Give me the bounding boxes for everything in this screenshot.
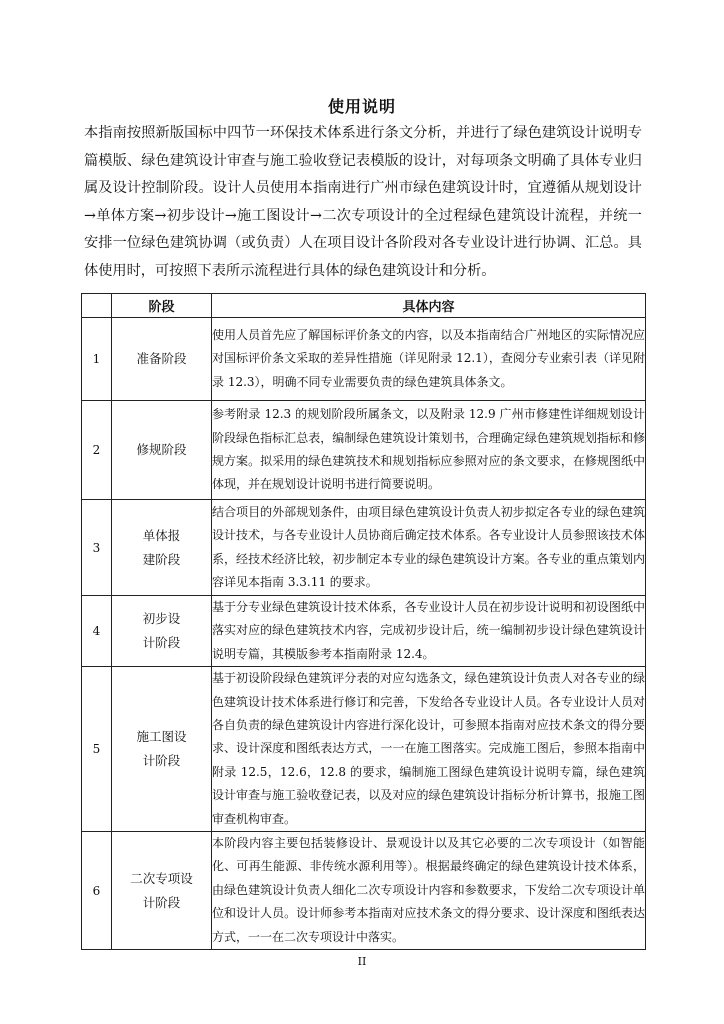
table-row: [82, 318, 646, 401]
row-stage: 修规阶段: [112, 401, 212, 500]
row-content: 使用人员首先应了解国标评价条文的内容，以及本指南结合广州地区的实际情况应对国标评价条文采取的差异性措施（详见附录 12.1），查阅分专业索引表（详见附录 12.3），明确不同专业需要负责的绿色建筑具体条文。: [212, 318, 646, 401]
row-content: 参考附录 12.3 的规划阶段所属条文，以及附录 12.9 广州市修建性详细规划设计阶段绿色指标汇总表，编制绿色建筑设计策划书，合理确定绿色建筑规划指标和修规方案。拟采用的绿色建筑技术和规划指标应参照对应的条文要求，在修规图纸中体现，并在规划设计说明书进行简要说明。: [212, 401, 646, 500]
row-content: 基于初设阶段绿色建筑评分表的对应勾选条文，绿色建筑设计负责人对各专业的绿色建筑设计技术体系进行修订和完善，下发给各专业设计人员。各专业设计人员对各自负责的绿色建筑设计内容进行深化设计，可参照本指南对应技术条文的得分要求、设计深度和图纸表达方式，一一在施工图落实。完成施工图后，参照本指南中附录 12.5，12.6，12.8 的要求，编制施工图绿色建筑设计说明专篇，绿色建筑设计审查与施工验收登记表，以及对应的绿色建筑设计指标分析计算书，报施工图审查机构审查。: [212, 667, 646, 832]
page-number: II: [357, 955, 367, 968]
row-number: 1: [82, 318, 112, 401]
row-content: 基于分专业绿色建筑设计技术体系，各专业设计人员在初步设计说明和初设图纸中落实对应的绿色建筑技术内容，完成初步设计后，统一编制初步设计绿色建筑设计说明专篇，其模版参考本指南附录 12.4。: [212, 596, 646, 667]
table-row: [82, 832, 646, 950]
page-title: 使用说明: [327, 97, 396, 116]
table-row: [82, 596, 646, 667]
row-number: 4: [82, 596, 112, 667]
row-content: 本阶段内容主要包括装修设计、景观设计以及其它必要的二次专项设计（如智能化、可再生能源、非传统水源利用等）。根据最终确定的绿色建筑设计技术体系，由绿色建筑设计负责人细化二次专项设计内容和参数要求，下发给二次专项设计单位和设计人员。设计师参考本指南对应技术条文的得分要求、设计深度和图纸表达方式，一一在二次专项设计中落实。: [212, 832, 646, 950]
table-header-row: [82, 294, 646, 318]
table-row: [82, 401, 646, 500]
row-stage: 二次专项设计阶段: [112, 832, 212, 950]
table-row: [82, 500, 646, 596]
row-stage: 施工图设计阶段: [112, 667, 212, 832]
table-row: [82, 667, 646, 832]
intro-paragraph: 本指南按照新版国标中四节一环保技术体系进行条文分析，并进行了绿色建筑设计说明专篇模版、绿色建筑设计审查与施工验收登记表模版的设计，对每项条文明确了具体专业归属及设计控制阶段。设计人员使用本指南进行广州市绿色建筑设计时，宜遵循从规划设计→单体方案→初步设计→施工图设计→二次专项设计的全过程绿色建筑设计流程，并统一安排一位绿色建筑协调（或负责）人在项目设计各阶段对各专业设计进行协调、汇总。具体使用时，可按照下表所示流程进行具体的绿色建筑设计和分析。: [84, 125, 642, 279]
header-number: [82, 294, 112, 318]
row-number: 2: [82, 401, 112, 500]
stage-table: [81, 293, 646, 950]
row-number: 6: [82, 832, 112, 950]
row-stage: 单体报建阶段: [112, 500, 212, 596]
row-stage: 初步设计阶段: [112, 596, 212, 667]
header-stage: 阶段: [112, 294, 212, 318]
row-content: 结合项目的外部规划条件，由项目绿色建筑设计负责人初步拟定各专业的绿色建筑设计技术，与各专业设计人员协商后确定技术体系。各专业设计人员参照该技术体系，经技术经济比较，初步制定本专业的绿色建筑设计方案。各专业的重点策划内容详见本指南 3.3.11 的要求。: [212, 500, 646, 596]
row-number: 5: [82, 667, 112, 832]
header-content: 具体内容: [212, 294, 646, 318]
row-number: 3: [82, 500, 112, 596]
row-stage: 准备阶段: [112, 318, 212, 401]
